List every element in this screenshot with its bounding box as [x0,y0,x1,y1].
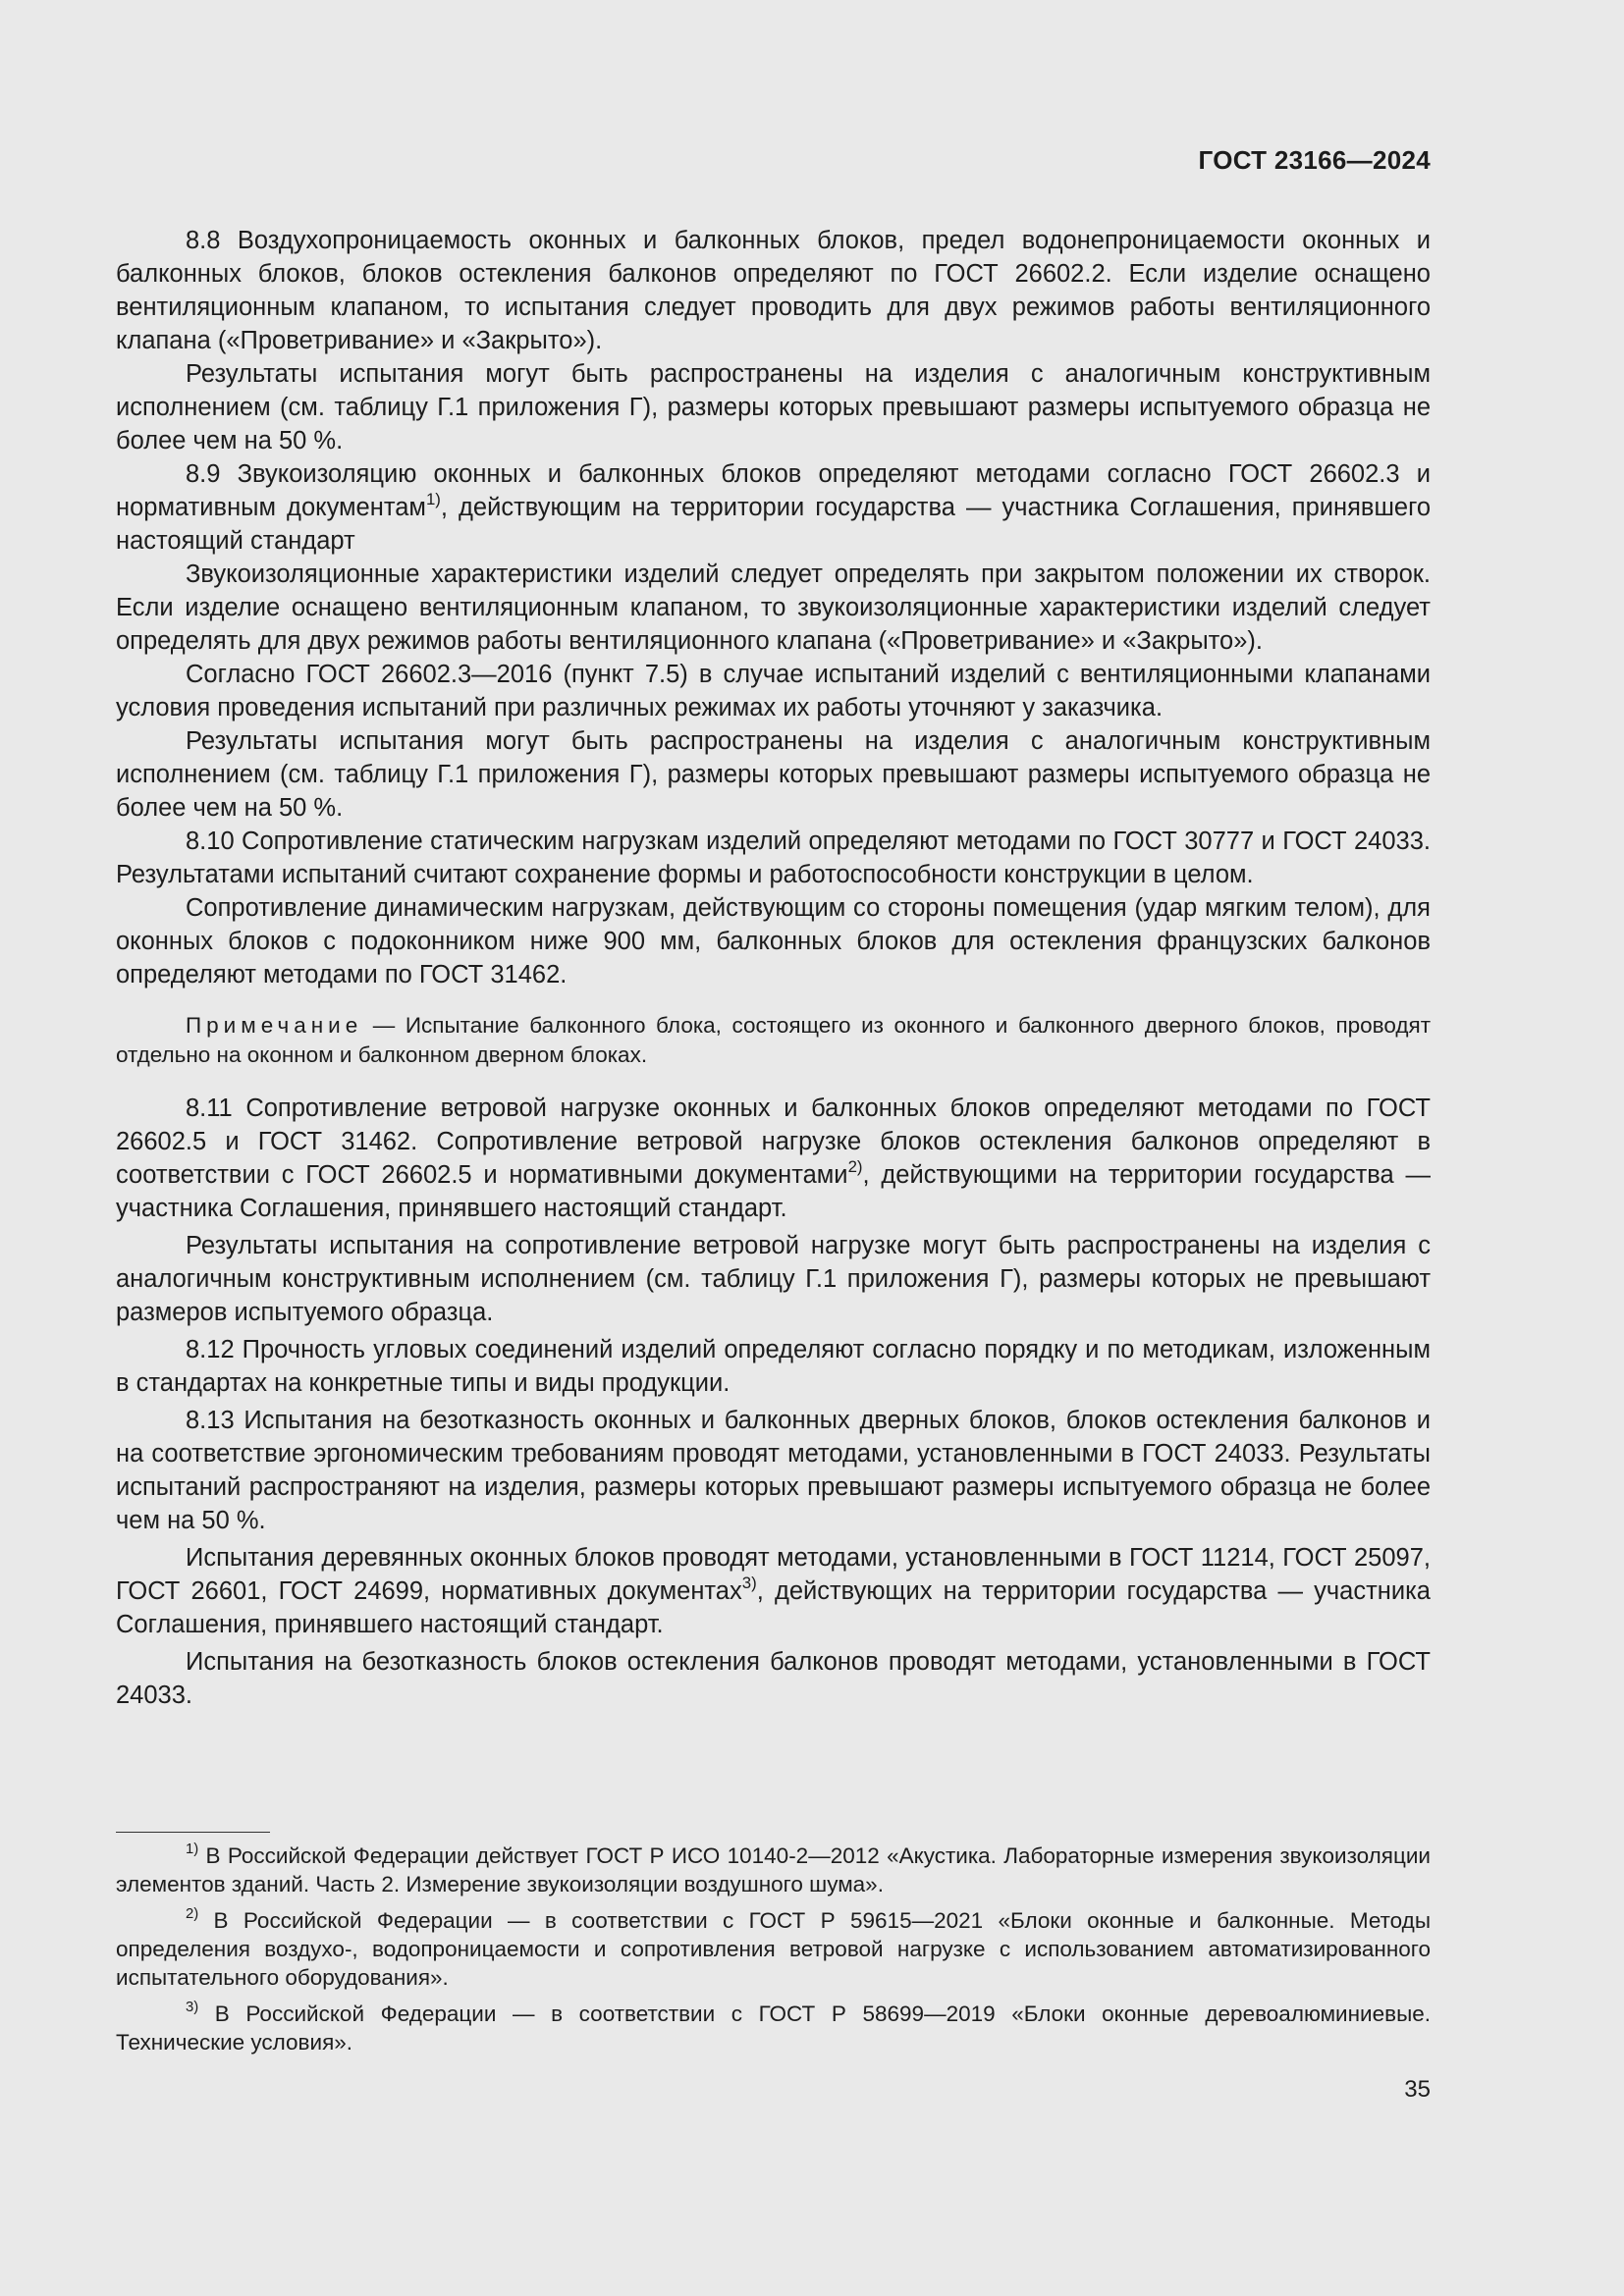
note-label: Примечание [186,1013,363,1038]
paragraph-8-10: 8.10 Сопротивление статическим нагрузкам изделий определяют методами по ГОСТ 30777 и ГОСТ 24033. Результатами испытаний считают сохранение формы и работоспособности конструкции в целом. [116,828,1431,888]
main-text [116,224,1431,1712]
footnote-2: $^{2)}$ В Российской Федерации — в соответствии с ГОСТ Р 59615—2021 «Блоки оконные и балконные. Методы определения воздухо-, водопроницаемости и сопротивления ветровой нагрузке с использованием автоматизированного испытательного оборудования». [116,1906,1431,1990]
paragraph: Результаты испытания могут быть распространены на изделия с аналогичным конструктивным исполнением (см. таблицу Г.1 приложения Г), размеры которых превышают размеры испытуемого образца не более чем на 50 %. [116,360,1431,454]
note [116,1011,1431,1070]
paragraph: Испытания на безотказность блоков остекления балконов проводят методами, установленными в ГОСТ 24033. [116,1648,1431,1709]
paragraph-8-13: 8.13 Испытания на безотказность оконных и балконных дверных блоков, блоков остекления балконов и на соответствие эргономическим требованиям проводят методами, установленными в ГОСТ 24033. Результаты испытаний распространяют на изделия, размеры которых превышают размеры испытуемого образца не более чем на 50 %. [116,1407,1431,1534]
paragraph-8-11: 8.11 Сопротивление ветровой нагрузке оконных и балконных блоков определяют методами по ГОСТ 26602.5 и ГОСТ 31462. Сопротивление ветровой нагрузке блоков остекления балконов определяют в соответствии с ГОСТ 26602.5 и нормативными документами$^{2)}$, действующими на территории государства — участника Соглашения, принявшего настоящий стандарт. [116,1095,1431,1222]
document-header: ГОСТ 23166—2024 [1198,145,1431,175]
footnotes [116,1832,1431,2064]
paragraph: Согласно ГОСТ 26602.3—2016 (пункт 7.5) в случае испытаний изделий с вентиляционными клапанами условия проведения испытаний при различных режимах их работы уточняют у заказчика. [116,661,1431,721]
paragraph: Испытания деревянных оконных блоков проводят методами, установленными в ГОСТ 11214, ГОСТ 25097, ГОСТ 26601, ГОСТ 24699, нормативных документах$^{3)}$, действующих на территории государства — участника Соглашения, принявшего настоящий стандарт. [116,1544,1431,1638]
paragraph: Результаты испытания на сопротивление ветровой нагрузке могут быть распространены на изделия с аналогичным конструктивным исполнением (см. таблицу Г.1 приложения Г), размеры которых не превышают размеров испытуемого образца. [116,1232,1431,1326]
paragraph: Результаты испытания могут быть распространены на изделия с аналогичным конструктивным исполнением (см. таблицу Г.1 приложения Г), размеры которых превышают размеры испытуемого образца не более чем на 50 %. [116,727,1431,822]
footnote-divider [116,1832,270,1833]
footnote-3: $^{3)}$ В Российской Федерации — в соответствии с ГОСТ Р 58699—2019 «Блоки оконные деревоалюминиевые. Технические условия». [116,2000,1431,2055]
paragraph-8-8: 8.8 Воздухопроницаемость оконных и балконных блоков, предел водонепроницаемости оконных и балконных блоков, блоков остекления балконов определяют по ГОСТ 26602.2. Если изделие оснащено вентиляционным клапаном, то испытания следует проводить для двух режимов работы вентиляционного клапана («Проветривание» и «Закрыто»). [116,227,1431,354]
footnote-1: $^{1)}$ В Российской Федерации действует ГОСТ Р ИСО 10140-2—2012 «Акустика. Лабораторные измерения звукоизоляции элементов зданий. Часть 2. Измерение звукоизоляции воздушного шума». [116,1842,1431,1896]
note-text: — Испытание балконного блока, состоящего из оконного и балконного дверного блоков, проводят отдельно на оконном и балконном дверном блоках. [116,1013,1431,1067]
paragraph: Звукоизоляционные характеристики изделий следует определять при закрытом положении их створок. Если изделие оснащено вентиляционным клапаном, то звукоизоляционные характеристики изделий следует определять для двух режимов работы вентиляционного клапана («Проветривание» и «Закрыто»). [116,561,1431,655]
paragraph-8-12: 8.12 Прочность угловых соединений изделий определяют согласно порядку и по методикам, изложенным в стандартах на конкретные типы и виды продукции. [116,1336,1431,1397]
footnote-ref-2: 2) [847,1156,863,1176]
footnote-ref-3: 3) [741,1573,757,1592]
footnote-ref-1: 1) [425,489,441,508]
paragraph: Сопротивление динамическим нагрузкам, действующим со стороны помещения (удар мягким телом), для оконных блоков с подоконником ниже 900 мм, балконных блоков для остекления французских балконов определяют методами по ГОСТ 31462. [116,894,1431,988]
page-number: 35 [1404,2076,1431,2103]
paragraph-8-9: 8.9 Звукоизоляцию оконных и балконных блоков определяют методами согласно ГОСТ 26602.3 и нормативным документам$^{1)}$, действующим на территории государства — участника Соглашения, принявшего настоящий стандарт [116,460,1432,555]
